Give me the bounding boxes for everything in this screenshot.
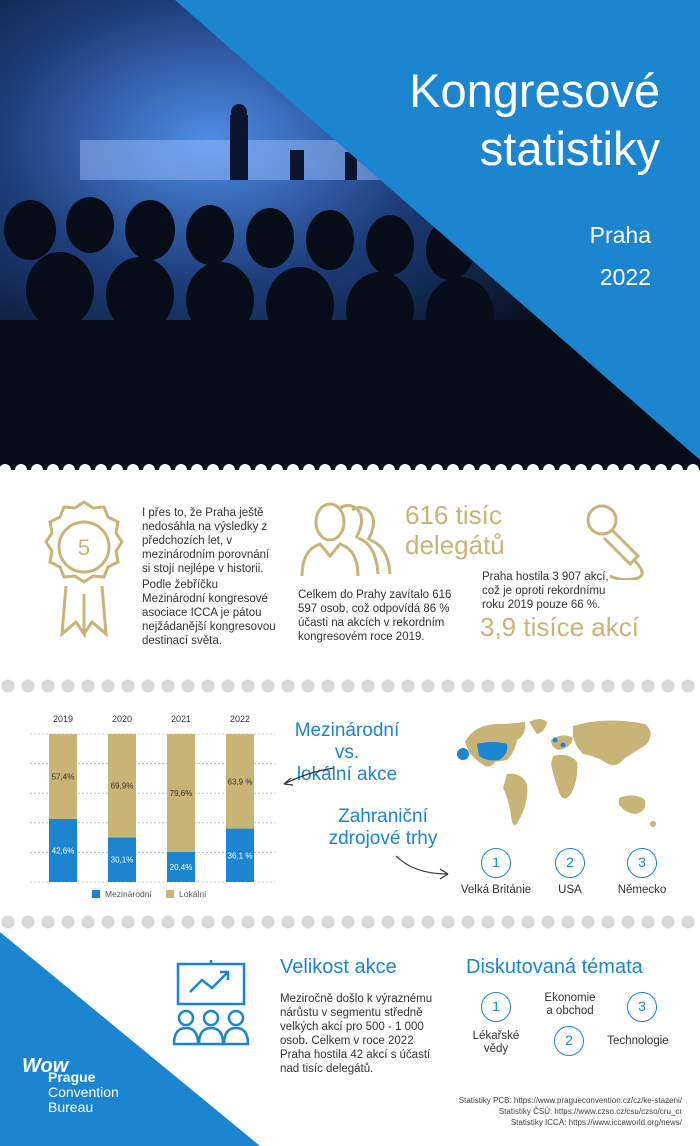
- events-headline: 3,9 tisíce akcí: [480, 612, 639, 642]
- separator-dot: [142, 680, 155, 693]
- topic-rank-1: 1: [481, 992, 511, 1022]
- separator-dot: [142, 916, 155, 929]
- scallop: [335, 464, 347, 474]
- separator-dot: [82, 680, 95, 693]
- scallop: [543, 464, 555, 474]
- scallop: [431, 464, 443, 474]
- scallop: [159, 464, 171, 474]
- scallop: [31, 464, 43, 474]
- scallop: [463, 464, 475, 474]
- separator-dot: [62, 680, 75, 693]
- delegates-line: 597 osob, což odpovídá 86 %: [298, 603, 450, 615]
- ranking-line: předchozích let, v: [142, 535, 233, 547]
- scallop: [623, 464, 635, 474]
- scallop: [383, 464, 395, 474]
- city-label: Praha: [589, 222, 651, 248]
- scallop: [351, 464, 363, 474]
- scallop: [399, 464, 411, 474]
- scallop: [591, 464, 603, 474]
- separator-dot: [562, 680, 575, 693]
- scallop: [255, 464, 267, 474]
- scallop: [15, 464, 27, 474]
- separator-dot: [582, 680, 595, 693]
- data-label: 63,9 %: [227, 777, 253, 787]
- separator-dot: [2, 680, 15, 693]
- ranking-line: mezinárodním porovnání: [142, 549, 270, 561]
- chart-title-line-2: lokální akce: [296, 764, 398, 785]
- separator-dot: [482, 680, 495, 693]
- people-icon: [296, 500, 392, 580]
- size-text: [280, 992, 460, 1076]
- ranking-line: si stojí nejlépe v historii.: [142, 563, 264, 575]
- separator-dot: [202, 680, 215, 693]
- dot-separator: [0, 678, 700, 694]
- stacked-bar-chart: [30, 708, 275, 904]
- source-line: Statistiky ICCA: https://www.iccaworld.org/news/: [510, 1118, 682, 1127]
- ranking-text-2: [142, 578, 292, 648]
- separator-dot: [342, 916, 355, 929]
- award-badge-icon: [36, 498, 132, 638]
- scallop: [0, 464, 11, 474]
- separator-dot: [642, 680, 655, 693]
- scallop: [575, 464, 587, 474]
- market-rank-3: 3: [627, 848, 657, 878]
- markets-title-line-2: zdrojové trhy: [328, 828, 438, 849]
- separator-dot: [242, 680, 255, 693]
- scallop: [79, 464, 91, 474]
- separator-dot: [162, 680, 175, 693]
- data-label: 20,4%: [169, 862, 193, 872]
- ranking-text-1: [142, 506, 292, 576]
- logo-line-2: Convention: [48, 1084, 119, 1100]
- ranking-line: Podle žebříčku: [142, 579, 219, 591]
- separator-dot: [162, 916, 175, 929]
- separator-dot: [542, 916, 555, 929]
- data-label: 30,1%: [110, 855, 134, 865]
- topic-label-line: Technologie: [607, 1035, 669, 1047]
- year-label: 2020: [111, 714, 133, 724]
- topic-label-line: a obchod: [546, 1005, 594, 1017]
- scallop: [639, 464, 651, 474]
- separator-dot: [502, 680, 515, 693]
- source-line: Statistiky PCB: https://www.pragueconvention.cz/cz/ke-stazeni/: [458, 1096, 682, 1105]
- size-line: nárůstu v segmentu středně: [280, 1007, 423, 1019]
- world-map: [455, 712, 665, 844]
- data-label: 57,4%: [51, 772, 75, 782]
- scallop: [143, 464, 155, 474]
- separator-dot: [222, 680, 235, 693]
- year-label: 2019: [52, 714, 74, 724]
- scallop: [479, 464, 491, 474]
- scallop: [527, 464, 539, 474]
- data-label: 36,1 %: [227, 851, 253, 861]
- separator-dot: [42, 680, 55, 693]
- separator-dot: [462, 916, 475, 929]
- separator-dot: [622, 916, 635, 929]
- topic-label-line: Ekonomie: [544, 992, 596, 1004]
- separator-dot: [482, 916, 495, 929]
- scallop: [447, 464, 459, 474]
- separator-dot: [122, 916, 135, 929]
- separator-dot: [382, 916, 395, 929]
- badge-number: 5: [77, 535, 91, 560]
- separator-dot: [262, 916, 275, 929]
- topics-title: Diskutovaná témata: [466, 956, 643, 978]
- scallop: [303, 464, 315, 474]
- data-label: 79,6%: [169, 788, 193, 798]
- scallop-divider: [0, 454, 700, 474]
- ranking-line: asociace ICCA je pátou: [142, 607, 262, 619]
- pcb-logo: [22, 1056, 119, 1115]
- scallop: [175, 464, 187, 474]
- curved-arrow-icon: [278, 764, 338, 792]
- market-name-3: Německo: [617, 884, 667, 896]
- delegates-line: kongresovém roce 2019.: [298, 631, 425, 643]
- separator-dot: [102, 680, 115, 693]
- ranking-line: nedosáhla na výsledky z: [142, 521, 268, 533]
- page-title: [390, 62, 660, 178]
- markets-title: [318, 806, 448, 850]
- separator-dot: [682, 680, 695, 693]
- delegates-text: [298, 588, 468, 644]
- events-text: [482, 570, 662, 612]
- ranking-line: nejžádanější kongresovou: [142, 621, 276, 633]
- separator-dot: [182, 680, 195, 693]
- separator-dot: [262, 680, 275, 693]
- separator-dot: [22, 680, 35, 693]
- year-label: 2021: [170, 714, 192, 724]
- separator-dot: [282, 680, 295, 693]
- delegates-line: účasti na akcích v rekordním: [298, 617, 445, 629]
- scallop: [239, 464, 251, 474]
- title-line-1: Kongresové: [409, 64, 660, 117]
- legend-label: Lokální: [179, 889, 207, 899]
- separator-dot: [582, 916, 595, 929]
- separator-dot: [522, 680, 535, 693]
- scallop: [655, 464, 667, 474]
- topic-rank-3: 3: [627, 992, 657, 1022]
- separator-dot: [522, 916, 535, 929]
- size-line: Meziročně došlo k výraznému: [280, 993, 433, 1005]
- scallop: [191, 464, 203, 474]
- scallop: [495, 464, 507, 474]
- separator-dot: [282, 916, 295, 929]
- presentation-icon: [166, 958, 256, 1048]
- delegates-headline: [405, 500, 505, 560]
- separator-dot: [362, 916, 375, 929]
- separator-dot: [62, 916, 75, 929]
- size-line: osob. Celkem v roce 2022: [280, 1035, 414, 1047]
- delegates-headline-1: 616 tisíc: [405, 500, 502, 530]
- separator-dot: [202, 916, 215, 929]
- separator-dot: [382, 680, 395, 693]
- separator-dot: [322, 916, 335, 929]
- scallop: [415, 464, 427, 474]
- size-title: Velikost akce: [280, 956, 397, 978]
- separator-dot: [122, 680, 135, 693]
- ranking-line: Mezinárodní kongresové: [142, 593, 268, 605]
- separator-dot: [662, 680, 675, 693]
- scallop: [559, 464, 571, 474]
- separator-dot: [682, 916, 695, 929]
- market-name-2: USA: [558, 884, 582, 896]
- size-line: nad tisíc delegátů.: [280, 1063, 374, 1075]
- scallop: [367, 464, 379, 474]
- legend-label: Mezinárodní: [105, 889, 152, 899]
- ranking-line: destinací světa.: [142, 635, 222, 647]
- separator-dot: [662, 916, 675, 929]
- delegates-headline-2: delegátů: [405, 530, 505, 560]
- separator-dot: [422, 916, 435, 929]
- scallop: [287, 464, 299, 474]
- year-label: 2022: [229, 714, 251, 724]
- separator-dot: [302, 680, 315, 693]
- scallop: [63, 464, 75, 474]
- market-rank-2: 2: [555, 848, 585, 878]
- separator-dot: [642, 916, 655, 929]
- separator-dot: [322, 680, 335, 693]
- separator-dot: [502, 916, 515, 929]
- topic-label-2: [530, 992, 610, 1018]
- legend-swatch: [92, 890, 100, 898]
- data-label: 42,6%: [51, 846, 75, 856]
- scallop: [223, 464, 235, 474]
- sources: [459, 1095, 682, 1128]
- scallop: [95, 464, 107, 474]
- logo-line-1: Prague: [48, 1069, 96, 1085]
- scallop: [671, 464, 683, 474]
- separator-dot: [622, 680, 635, 693]
- scallop: [687, 464, 699, 474]
- delegates-line: Celkem do Prahy zavítalo 616: [298, 589, 452, 601]
- separator-dot: [402, 680, 415, 693]
- events-line: což je oproti rekordnímu: [482, 585, 606, 597]
- separator-dot: [442, 916, 455, 929]
- scallop: [111, 464, 123, 474]
- scallop: [127, 464, 139, 474]
- separator-dot: [462, 680, 475, 693]
- events-line: Praha hostila 3 907 akcí,: [482, 571, 609, 583]
- separator-dot: [102, 916, 115, 929]
- separator-dot: [442, 680, 455, 693]
- scallop: [319, 464, 331, 474]
- separator-dot: [82, 916, 95, 929]
- legend-swatch: [166, 890, 174, 898]
- market-name-1: Velká Británie: [460, 884, 532, 896]
- separator-dot: [302, 916, 315, 929]
- logo-wow: Wow: [22, 1055, 69, 1077]
- topic-label-line: vědy: [483, 1043, 509, 1055]
- separator-dot: [2, 916, 15, 929]
- size-line: velkých akcí pro 500 - 1 000: [280, 1021, 424, 1033]
- markets-title-line-1: Zahraniční: [338, 806, 428, 827]
- topic-label-line: Lékařské: [472, 1030, 520, 1042]
- source-line: Statistiky ČSÚ: https://www.czso.cz/csu/czso/cru_cr: [498, 1107, 682, 1116]
- separator-dot: [402, 916, 415, 929]
- separator-dot: [602, 916, 615, 929]
- scallop: [47, 464, 59, 474]
- topic-label-1: [456, 1030, 536, 1056]
- separator-dot: [562, 916, 575, 929]
- scallop: [207, 464, 219, 474]
- data-label: 69,9%: [110, 781, 134, 791]
- separator-dot: [182, 916, 195, 929]
- year-label: 2022: [599, 264, 651, 290]
- title-line-2: statistiky: [479, 122, 660, 175]
- ranking-line: I přes to, že Praha ještě: [142, 507, 264, 519]
- market-rank-1: 1: [481, 848, 511, 878]
- topic-label-3: [598, 1035, 678, 1048]
- separator-dot: [222, 916, 235, 929]
- dot-separator: [0, 914, 700, 930]
- separator-dot: [422, 680, 435, 693]
- separator-dot: [42, 916, 55, 929]
- separator-dot: [22, 916, 35, 929]
- scallop: [271, 464, 283, 474]
- logo-line-3: Bureau: [48, 1099, 94, 1115]
- separator-dot: [542, 680, 555, 693]
- events-line: roku 2019 pouze 66 %.: [482, 599, 601, 611]
- separator-dot: [362, 680, 375, 693]
- separator-dot: [242, 916, 255, 929]
- topic-rank-2: 2: [554, 1026, 584, 1056]
- scallop: [607, 464, 619, 474]
- microphone-icon: [580, 500, 660, 580]
- size-line: Praha hostila 42 akcí s účastí: [280, 1049, 431, 1061]
- scallop: [511, 464, 523, 474]
- chart-title-line-1: Mezinárodní vs.: [294, 720, 400, 763]
- curved-arrow-icon: [392, 852, 454, 882]
- separator-dot: [602, 680, 615, 693]
- separator-dot: [342, 680, 355, 693]
